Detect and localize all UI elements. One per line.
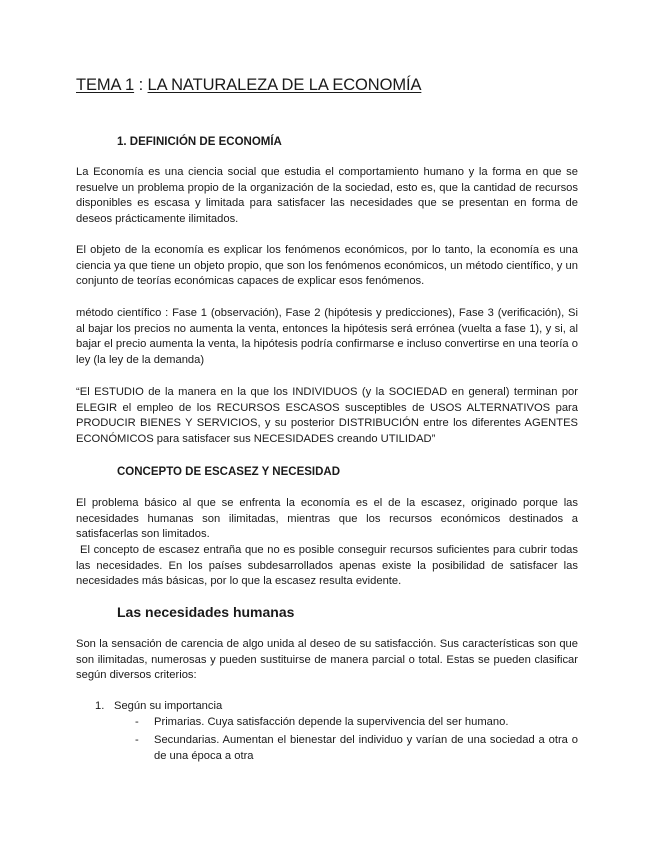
bullet-marker: - bbox=[135, 716, 139, 728]
paragraph-definition: La Economía es una ciencia social que estudia el comportamiento humano y la forma en que se resuelve un problema propio de la organización de la sociedad, esto es, que la cantidad de recursos disponibles es escasa y limitada para satisfacer las necesidades que se presentan en forma de deseos prácticamente ilimitados. bbox=[76, 166, 578, 225]
section-heading-definition: 1. DEFINICIÓN DE ECONOMÍA bbox=[117, 136, 282, 148]
title-topic-number: TEMA 1 bbox=[76, 76, 135, 94]
title-separator: : bbox=[134, 76, 148, 94]
sub-item-secondary: Secundarias. Aumentan el bienestar del individuo y varían de una sociedad a otra o de una época a otra bbox=[154, 734, 578, 762]
section-heading-scarcity: CONCEPTO DE ESCASEZ Y NECESIDAD bbox=[117, 466, 341, 478]
paragraph-scarcity-concept: El concepto de escasez entraña que no es posible conseguir recursos suficientes para cubrir todas las necesidades. En los países subdesarrollados apenas existe la posibilidad de satisfacer las necesidades más básicas, por lo que la escasez resulta evidente. bbox=[76, 544, 578, 588]
list-item-importance: Según su importancia bbox=[114, 700, 223, 712]
title-topic-name: LA NATURALEZA DE LA ECONOMÍA bbox=[147, 76, 422, 94]
paragraph-object: El objeto de la economía es explicar los fenómenos económicos, por lo tanto, la economía es una ciencia ya que tiene un objeto propio, que son los fenómenos económicos, un método científico, y un conjunto de teorías económicas capaces de explicar esos fenómenos. bbox=[76, 244, 578, 288]
paragraph-scarcity-problem: El problema básico al que se enfrenta la economía es el de la escasez, originado porque las necesidades humanas son ilimitadas, mientras que los recursos económicos destinados a satisfacerlas son limitados. bbox=[76, 497, 578, 541]
bullet-marker: - bbox=[135, 734, 139, 746]
document-title bbox=[76, 76, 421, 95]
sub-item-primary: Primarias. Cuya satisfacción depende la supervivencia del ser humano. bbox=[154, 716, 509, 728]
paragraph-needs: Son la sensación de carencia de algo unida al deseo de su satisfacción. Sus características son que son ilimitadas, numerosas y pueden sustituirse de manera parcial o total. Estas se pueden clasificar según diversos criterios: bbox=[76, 638, 578, 682]
paragraph-scientific-method: método científico : Fase 1 (observación), Fase 2 (hipótesis y predicciones), Fase 3 (verificación), Si al bajar los precios no aumenta la venta, entonces la hipótesis será errónea (vuelta a fase 1), y si, al bajar el precio aumenta la venta, la hipótesis podría confirmarse e incluso convertirse en una teoría o ley (la ley de la demanda) bbox=[76, 307, 578, 366]
paragraph-quote: “El ESTUDIO de la manera en la que los INDIVIDUOS (y la SOCIEDAD en general) terminan por ELEGIR el empleo de los RECURSOS ESCASOS susceptibles de USOS ALTERNATIVOS para PRODUCIR BIENES Y SERVICIOS, y su posterior DISTRIBUCIÓN entre los diferentes AGENTES ECONÓMICOS para satisfacer sus NECESIDADES creando UTILIDAD” bbox=[76, 386, 578, 445]
section-heading-needs: Las necesidades humanas bbox=[117, 604, 295, 620]
list-number: 1. bbox=[95, 700, 105, 712]
